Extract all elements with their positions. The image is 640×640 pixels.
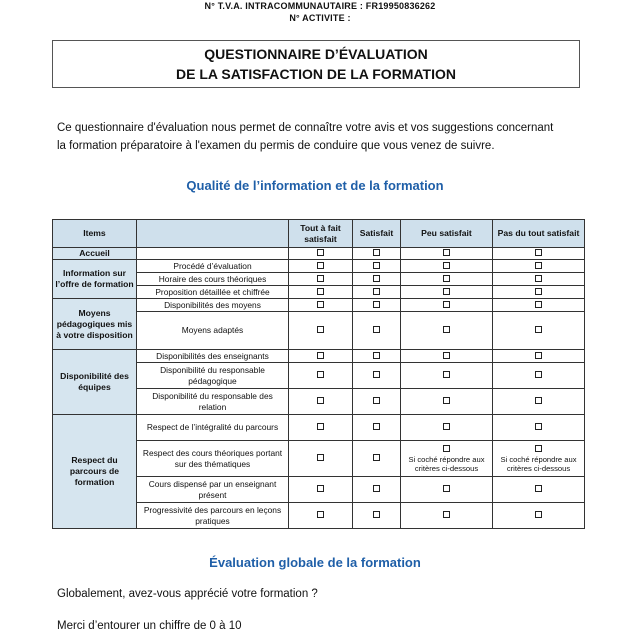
subitem-proposition: Proposition détaillée et chiffrée <box>137 286 289 299</box>
title-line-1: QUESTIONNAIRE D’ÉVALUATION <box>204 46 428 62</box>
checkbox[interactable] <box>373 454 380 461</box>
checkbox[interactable] <box>443 262 450 269</box>
subitem-dispo-moyens: Disponibilités des moyens <box>137 299 289 312</box>
checkbox[interactable] <box>535 301 542 308</box>
checkbox[interactable] <box>443 445 450 452</box>
checkbox[interactable] <box>317 301 324 308</box>
table-row <box>53 415 585 441</box>
table-row <box>53 260 585 273</box>
checkbox[interactable] <box>317 397 324 404</box>
checkbox[interactable] <box>317 371 324 378</box>
checkbox[interactable] <box>443 326 450 333</box>
table-row <box>53 248 585 260</box>
vat-number: N° T.V.A. INTRACOMMUNAUTAIRE : FR19950836262 <box>204 1 436 11</box>
satisfaction-table <box>52 219 585 529</box>
checkbox[interactable] <box>443 511 450 518</box>
checkbox[interactable] <box>535 371 542 378</box>
checkbox[interactable] <box>535 326 542 333</box>
checkbox[interactable] <box>373 326 380 333</box>
subitem-cours-dispense: Cours dispensé par un enseignant présent <box>137 477 289 503</box>
header-pas-du-tout-satisfait: Pas du tout satisfait <box>493 220 585 248</box>
rating-instruction: Merci d’entourer un chiffre de 0 à 10 <box>57 620 242 632</box>
header-subitem <box>137 220 289 248</box>
table-row <box>53 299 585 312</box>
header-satisfait: Satisfait <box>353 220 401 248</box>
conditional-note: Si coché répondre aux critères ci-dessous <box>408 455 485 473</box>
checkbox[interactable] <box>373 301 380 308</box>
header-items: Items <box>53 220 137 248</box>
checkbox[interactable] <box>373 288 380 295</box>
subitem-dispo-enseignants: Disponibilités des enseignants <box>137 350 289 363</box>
category-disponibilite: Disponibilité des équipes <box>53 350 137 415</box>
subitem-respect-integralite: Respect de l’intégralité du parcours <box>137 415 289 441</box>
checkbox[interactable] <box>535 249 542 256</box>
subitem-empty <box>137 248 289 260</box>
checkbox[interactable] <box>317 485 324 492</box>
checkbox[interactable] <box>535 423 542 430</box>
checkbox[interactable] <box>317 275 324 282</box>
checkbox[interactable] <box>535 511 542 518</box>
checkbox[interactable] <box>535 288 542 295</box>
header-peu-satisfait: Peu satisfait <box>401 220 493 248</box>
checkbox[interactable] <box>443 397 450 404</box>
checkbox[interactable] <box>373 397 380 404</box>
checkbox[interactable] <box>443 371 450 378</box>
document-title <box>52 40 580 88</box>
checkbox[interactable] <box>373 352 380 359</box>
subitem-dispo-resp-rel: Disponibilité du responsable des relation <box>137 389 289 415</box>
checkbox[interactable] <box>317 352 324 359</box>
subitem-moyens-adaptes: Moyens adaptés <box>137 312 289 350</box>
checkbox[interactable] <box>535 485 542 492</box>
intro-paragraph <box>57 119 597 155</box>
checkbox[interactable] <box>443 288 450 295</box>
checkbox[interactable] <box>535 262 542 269</box>
checkbox[interactable] <box>373 371 380 378</box>
checkbox[interactable] <box>373 485 380 492</box>
checkbox[interactable] <box>373 275 380 282</box>
checkbox[interactable] <box>443 352 450 359</box>
subitem-respect-cours: Respect des cours théoriques portant sur des thématiques <box>137 441 289 477</box>
checkbox[interactable] <box>373 511 380 518</box>
checkbox[interactable] <box>373 249 380 256</box>
checkbox[interactable] <box>443 249 450 256</box>
subitem-progressivite: Progressivité des parcours en leçons pratiques <box>137 503 289 529</box>
checkbox[interactable] <box>373 262 380 269</box>
intro-line-1: Ce questionnaire d'évaluation nous permet de connaître votre avis et vos suggestions concernant <box>57 122 554 134</box>
checkbox[interactable] <box>535 445 542 452</box>
checkbox[interactable] <box>535 397 542 404</box>
section-title-global: Évaluation globale de la formation <box>209 555 421 570</box>
category-information: Information sur l’offre de formation <box>53 260 137 299</box>
subitem-procede: Procédé d’évaluation <box>137 260 289 273</box>
checkbox[interactable] <box>443 423 450 430</box>
table-header-row <box>53 220 585 248</box>
checkbox[interactable] <box>317 511 324 518</box>
category-respect: Respect du parcours de formation <box>53 415 137 529</box>
checkbox[interactable] <box>317 423 324 430</box>
checkbox[interactable] <box>317 288 324 295</box>
category-moyens: Moyens pédagogiques mis à votre disposition <box>53 299 137 350</box>
conditional-note: Si coché répondre aux critères ci-dessous <box>500 455 577 473</box>
checkbox[interactable] <box>317 454 324 461</box>
category-accueil: Accueil <box>53 248 137 260</box>
checkbox[interactable] <box>317 326 324 333</box>
checkbox[interactable] <box>535 275 542 282</box>
subitem-dispo-resp-peda: Disponibilité du responsable pédagogique <box>137 363 289 389</box>
intro-line-2: la formation préparatoire à l'examen du permis de conduire que vous venez de suivre. <box>57 140 495 152</box>
checkbox[interactable] <box>535 352 542 359</box>
section-title-quality: Qualité de l’information et de la formation <box>186 178 444 193</box>
global-question: Globalement, avez-vous apprécié votre formation ? <box>57 588 318 600</box>
activity-number: N° ACTIVITE : <box>289 13 351 23</box>
subitem-horaire: Horaire des cours théoriques <box>137 273 289 286</box>
checkbox[interactable] <box>317 249 324 256</box>
table-row <box>53 350 585 363</box>
header-tout-a-fait-satisfait: Tout à fait satisfait <box>289 220 353 248</box>
checkbox[interactable] <box>317 262 324 269</box>
checkbox[interactable] <box>373 423 380 430</box>
checkbox[interactable] <box>443 485 450 492</box>
title-line-2: DE LA SATISFACTION DE LA FORMATION <box>176 66 456 82</box>
checkbox[interactable] <box>443 275 450 282</box>
checkbox[interactable] <box>443 301 450 308</box>
